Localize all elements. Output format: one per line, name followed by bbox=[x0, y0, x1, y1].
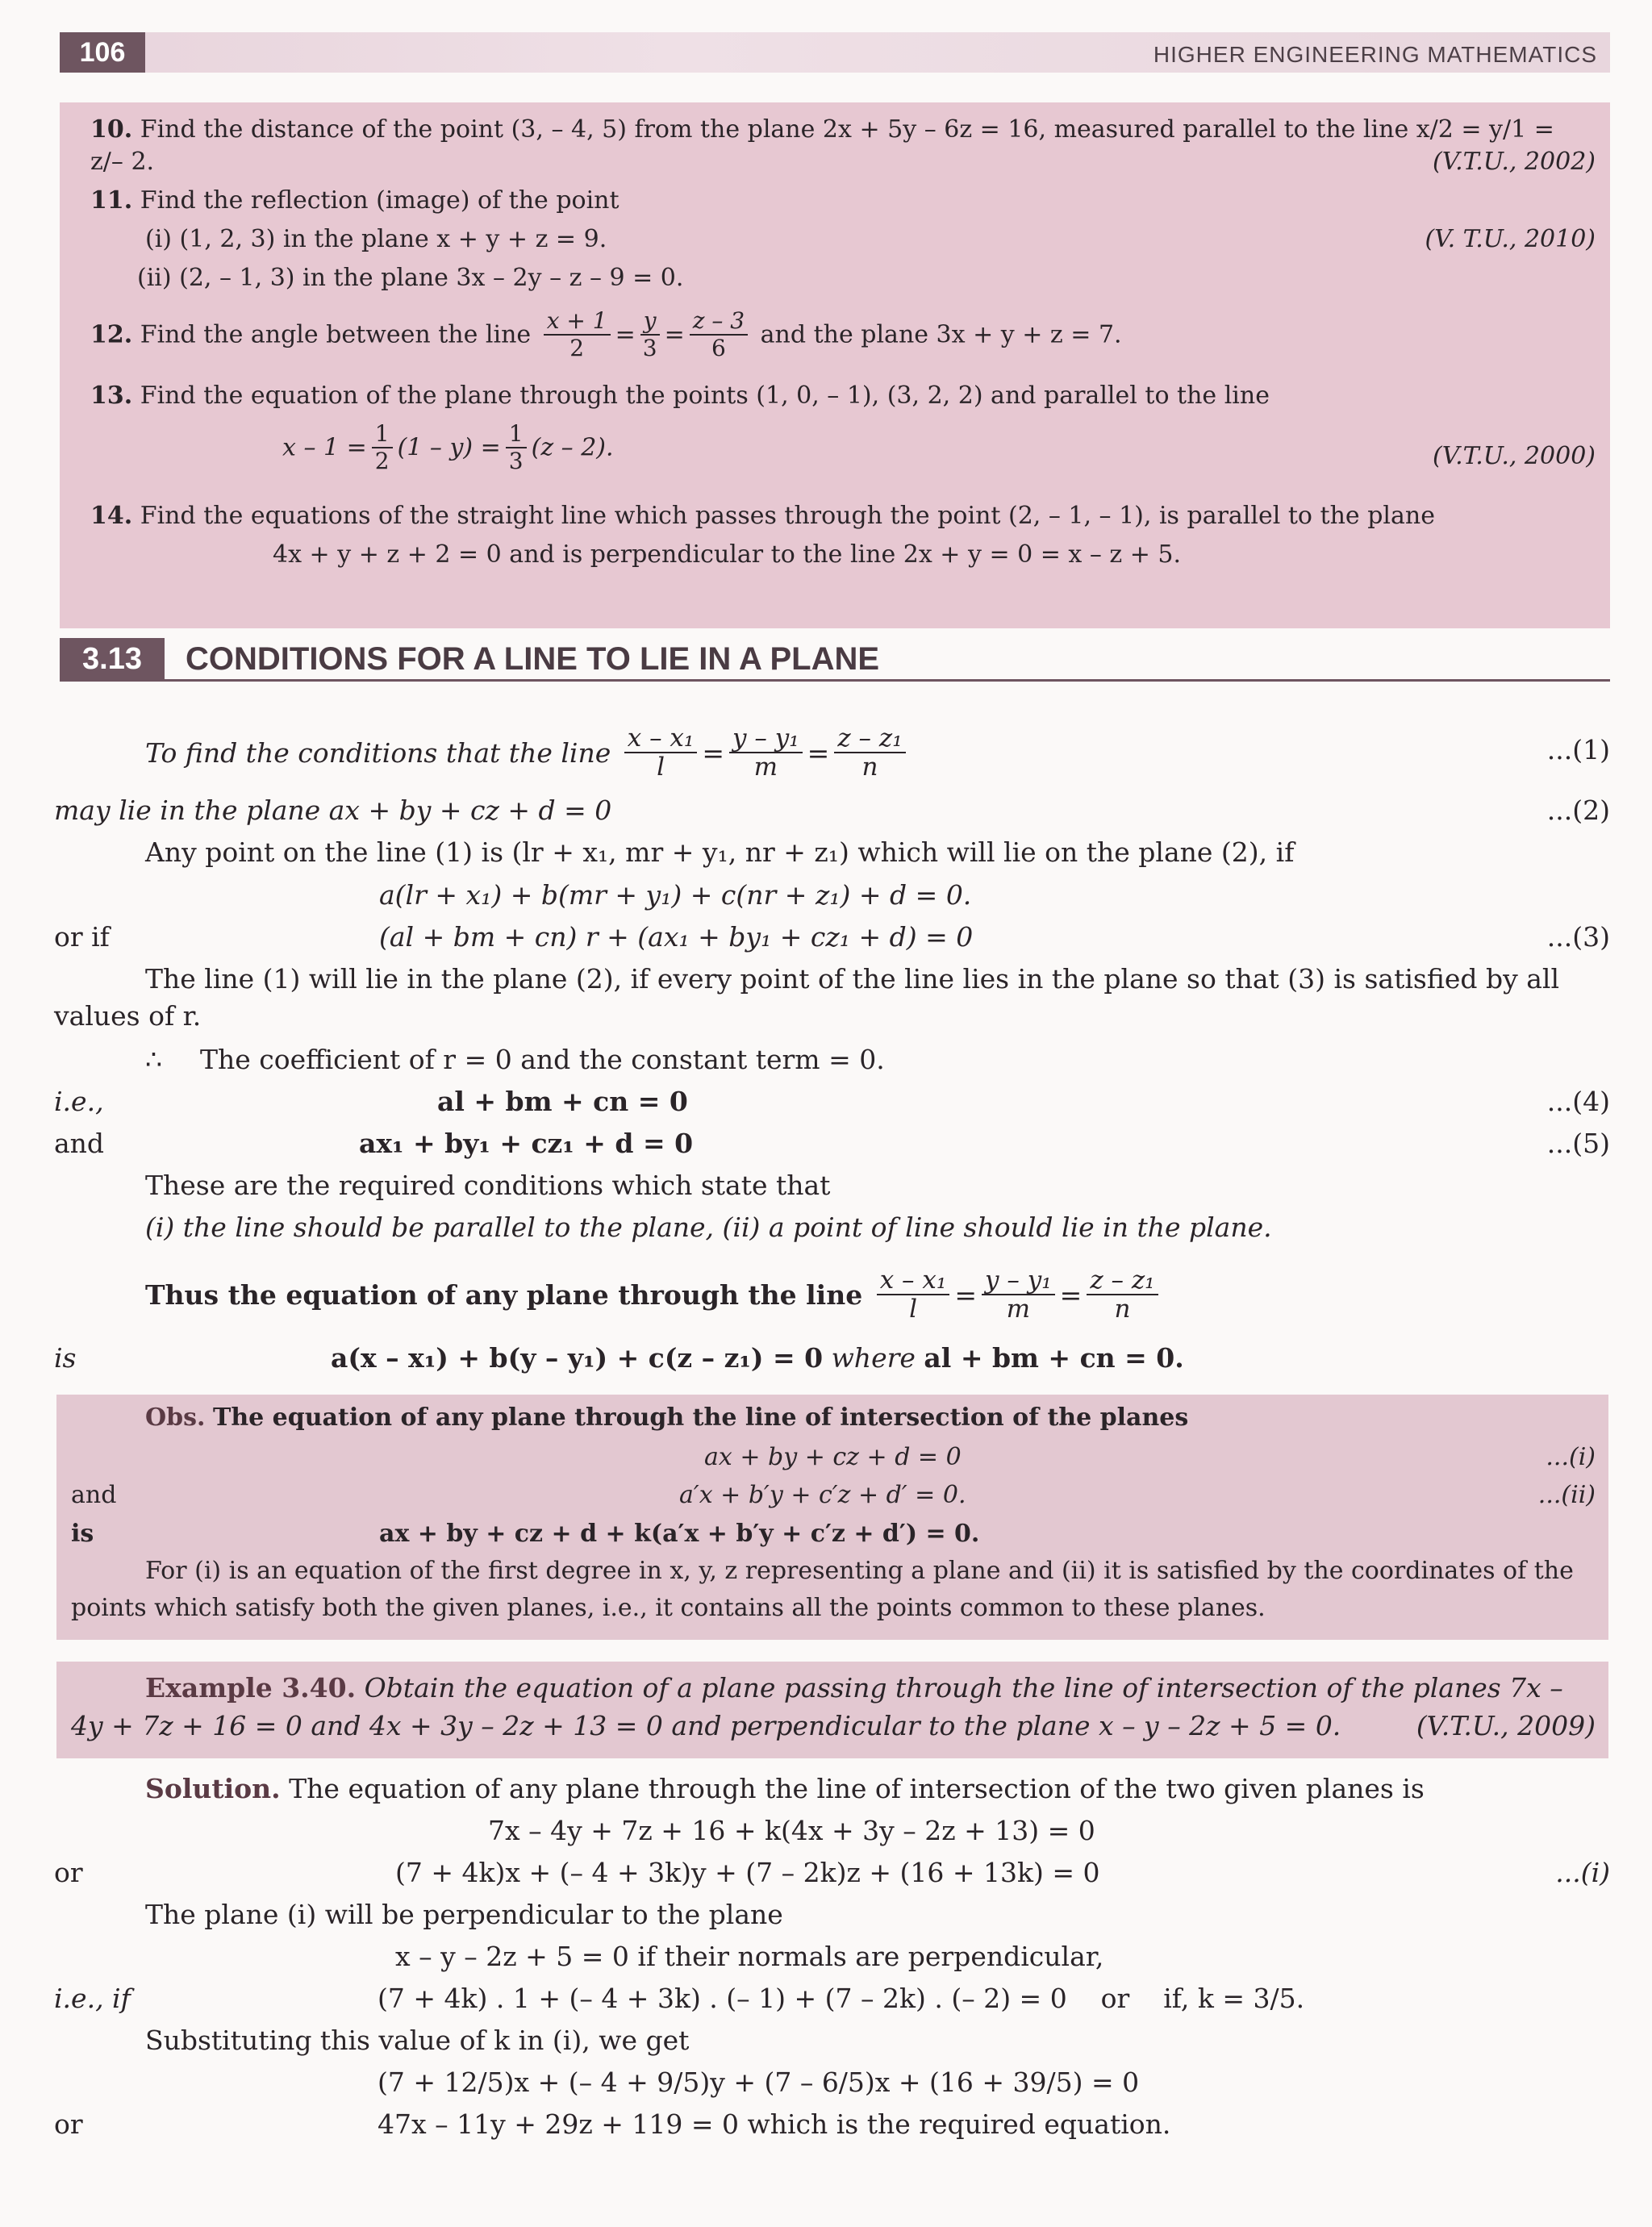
eq-tag-1: ...(1) bbox=[1546, 734, 1610, 765]
section-rule bbox=[60, 679, 1610, 682]
obs-tag-ii: ...(ii) bbox=[1537, 1481, 1596, 1509]
plane-equation-line: may lie in the plane ax + by + cz + d = 0 bbox=[54, 794, 612, 826]
eq-tag-4: ...(4) bbox=[1546, 1086, 1610, 1117]
exercise-11-ii: (ii) (2, – 1, 3) in the plane 3x – 2y – z – 9 = 0. bbox=[137, 264, 684, 292]
eq-tag-5: ...(5) bbox=[1546, 1128, 1610, 1159]
obs-para-1: For (i) is an equation of the first degree in x, y, z representing a plane and (ii) it is satisfied by the coordinates of the bbox=[145, 1557, 1574, 1585]
any-point-text: Any point on the line (1) is (lr + x₁, mr + y₁, nr + z₁) which will lie on the plane (2), if bbox=[145, 836, 1295, 868]
line-lies-text: The line (1) will lie in the plane (2), if every point of the line lies in the plane so that (3) is satisfied by all bbox=[145, 963, 1560, 995]
exercise-14-cont: 4x + y + z + 2 = 0 and is perpendicular to the line 2x + y = 0 = x – z + 5. bbox=[273, 540, 1182, 569]
solution-eq-i: (7 + 4k)x + (– 4 + 3k)y + (7 – 2k)z + (16 + 13k) = 0 bbox=[395, 1857, 1100, 1888]
solution-intro: Solution. The equation of any plane through the line of intersection of the two given planes is bbox=[145, 1773, 1425, 1804]
exercise-11-i: (i) (1, 2, 3) in the plane x + y + z = 9. bbox=[145, 225, 607, 253]
solution-perp-text: The plane (i) will be perpendicular to the plane bbox=[145, 1899, 783, 1930]
obs-heading: Obs. The equation of any plane through the line of intersection of the planes bbox=[145, 1403, 1189, 1432]
line-condition-intro: To find the conditions that the line $\frac{\text{x – x₁}}{l}$ = $\frac{\text{y – y₁}}{m}$ = $\frac{\text{z – z₁}}{n}$ bbox=[145, 724, 911, 782]
obs-equation-i: ax + by + cz + d = 0 bbox=[704, 1443, 962, 1471]
obs-tag-i: ...(i) bbox=[1546, 1443, 1596, 1471]
solution-dot-product: (7 + 4k) . 1 + (– 4 + 3k) . (– 1) + (7 – 2k) . (– 2) = 0 or if, k = 3/5. bbox=[378, 1983, 1305, 2014]
solution-tag-i: ...(i) bbox=[1555, 1857, 1610, 1888]
page-number: 106 bbox=[60, 32, 145, 73]
section-title: CONDITIONS FOR A LINE TO LIE IN A PLANE bbox=[186, 641, 880, 677]
exercise-13-equation: x – 1 = $\frac{1}{2}$ (1 – y) = $\frac{1}{3}$ (z – 2). bbox=[282, 420, 614, 474]
coefficient-text: The coefficient of r = 0 and the constant term = 0. bbox=[200, 1044, 885, 1075]
solution-final-equation: 47x – 11y + 29z + 119 = 0 which is the required equation. bbox=[378, 2108, 1171, 2140]
solution-eq-1: 7x – 4y + 7z + 16 + k(4x + 3y – 2z + 13) = 0 bbox=[488, 1815, 1095, 1846]
and-label: and bbox=[54, 1128, 105, 1159]
solution-normals-text: x – y – 2z + 5 = 0 if their normals are perpendicular, bbox=[395, 1941, 1104, 1972]
exercise-11: 11. Find the reflection (image) of the point bbox=[90, 186, 620, 215]
values-of-r-text: values of r. bbox=[54, 1000, 202, 1032]
general-plane-equation: a(x – x₁) + b(y – y₁) + c(z – z₁) = 0 where al + bm + cn = 0. bbox=[331, 1342, 1184, 1374]
section-number: 3.13 bbox=[60, 638, 165, 680]
substitution-equation: a(lr + x₁) + b(mr + y₁) + c(nr + z₁) + d = 0. bbox=[379, 879, 972, 911]
or-if-label: or if bbox=[54, 921, 110, 953]
solution-or-1: or bbox=[54, 1857, 83, 1888]
collected-equation: (al + bm + cn) r + (ax₁ + by₁ + cz₁ + d) = 0 bbox=[379, 921, 974, 953]
example-heading: Example 3.40. Obtain the equation of a plane passing through the line of intersection of the planes 7x – bbox=[145, 1672, 1563, 1704]
exercise-13-ref: (V.T.U., 2000) bbox=[1433, 442, 1596, 470]
obs-combined-equation: ax + by + cz + d + k(a′x + b′y + c′z + d′) = 0. bbox=[379, 1520, 980, 1548]
solution-or-2: or bbox=[54, 2108, 83, 2140]
conditions-statement: (i) the line should be parallel to the plane, (ii) a point of line should lie in the plane. bbox=[145, 1212, 1272, 1243]
ie-label: i.e., bbox=[54, 1086, 104, 1117]
exercise-12: 12. Find the angle between the line $\frac{x + 1}{2}$ = $\frac{y}{3}$ = $\frac{z - 3}{6}$ and the plane 3x + y + z = 7. bbox=[90, 307, 1122, 361]
running-title: HIGHER ENGINEERING MATHEMATICS bbox=[1153, 42, 1597, 67]
exercise-11-ref: (V. T.U., 2010) bbox=[1425, 225, 1596, 253]
exercise-10: 10. Find the distance of the point (3, – 4, 5) from the plane 2x + 5y – 6z = 16, measured parallel to the line x/2 = y/1 = bbox=[90, 115, 1554, 144]
solution-substituted-eq: (7 + 12/5)x + (– 4 + 9/5)y + (7 – 6/5)x + (16 + 39/5) = 0 bbox=[378, 2066, 1140, 2098]
therefore-symbol: ∴ bbox=[145, 1044, 162, 1075]
exercise-14: 14. Find the equations of the straight line which passes through the point (2, – 1, – 1), is parallel to the plane bbox=[90, 502, 1435, 530]
exercise-10-cont: z/– 2. bbox=[90, 148, 155, 176]
eq-tag-2: ...(2) bbox=[1546, 794, 1610, 826]
required-conditions-text: These are the required conditions which state that bbox=[145, 1170, 831, 1201]
eq-tag-3: ...(3) bbox=[1546, 921, 1610, 953]
condition-4: al + bm + cn = 0 bbox=[437, 1086, 688, 1117]
example-ref: (V.T.U., 2009) bbox=[1416, 1710, 1596, 1741]
exercise-10-ref: (V.T.U., 2002) bbox=[1433, 148, 1596, 176]
obs-is: is bbox=[71, 1520, 94, 1548]
is-label: is bbox=[54, 1342, 77, 1374]
plane-through-line-text: Thus the equation of any plane through the line $\frac{\text{x – x₁}}{l}$ = $\frac{\text{y – y₁}}{m}$ = $\frac{\text{z – z₁}}{n}$ bbox=[145, 1266, 1163, 1324]
example-text-2: 4y + 7z + 16 = 0 and 4x + 3y – 2z + 13 = 0 and perpendicular to the plane x – y – 2z + 5 = 0. bbox=[71, 1710, 1341, 1741]
obs-and: and bbox=[71, 1481, 117, 1509]
exercise-13: 13. Find the equation of the plane through the points (1, 0, – 1), (3, 2, 2) and parallel to the line bbox=[90, 382, 1270, 410]
condition-5: ax₁ + by₁ + cz₁ + d = 0 bbox=[359, 1128, 694, 1159]
solution-ie-if: i.e., if bbox=[54, 1983, 131, 2014]
solution-substitute-text: Substituting this value of k in (i), we get bbox=[145, 2025, 690, 2056]
obs-para-2: points which satisfy both the given planes, i.e., it contains all the points common to these planes. bbox=[71, 1594, 1266, 1622]
obs-equation-ii: a′x + b′y + c′z + d′ = 0. bbox=[679, 1481, 966, 1509]
